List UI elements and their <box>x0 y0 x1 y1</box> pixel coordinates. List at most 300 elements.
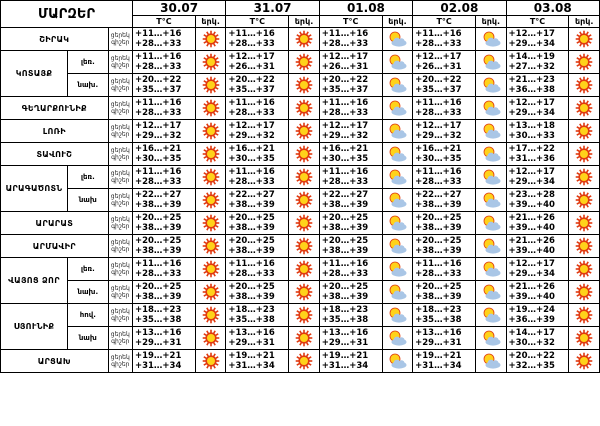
temperature-range: +20…+22 <box>134 75 182 85</box>
temperature-range: +38…+39 <box>228 223 275 233</box>
sun-icon <box>289 304 319 327</box>
temperature-range: +28…+33 <box>321 269 369 279</box>
temperature-cell <box>413 281 476 304</box>
temperature-range: +29…+32 <box>321 131 369 141</box>
temperature-range: +20…+25 <box>228 236 275 246</box>
temperature-range: +39…+40 <box>508 200 555 210</box>
subregion-label: լեռ. <box>68 51 109 74</box>
temperature-range: +35…+37 <box>228 85 275 95</box>
temperature-range: +28…+33 <box>228 108 275 118</box>
temperature-range: +28…+33 <box>134 62 182 72</box>
temperature-range: +28…+33 <box>134 39 182 49</box>
sun-cloud-icon <box>476 120 506 143</box>
sun-cloud-icon <box>382 350 412 373</box>
sun-icon <box>195 143 225 166</box>
time-label-day: ցերեկ <box>110 55 130 62</box>
temperature-range: +28…+33 <box>134 108 182 118</box>
temperature-range: +18…+23 <box>415 305 462 315</box>
temp-col-header: T°C <box>319 16 382 28</box>
temperature-range: +28…+33 <box>321 39 369 49</box>
temperature-range: +16…+21 <box>321 144 369 154</box>
temperature-range: +11…+16 <box>134 167 182 177</box>
temperature-range: +22…+27 <box>228 190 275 200</box>
temp-col-header: T°C <box>132 16 195 28</box>
time-label-day: ցերեկ <box>110 239 130 246</box>
sun-icon <box>195 281 225 304</box>
sun-cloud-icon <box>382 74 412 97</box>
sun-icon <box>195 97 225 120</box>
temperature-cell <box>132 189 195 212</box>
temperature-range: +20…+25 <box>134 236 182 246</box>
region-name: ՏԱՎՈՒՇ <box>1 143 109 166</box>
time-labels <box>108 166 132 189</box>
temperature-range: +11…+16 <box>321 167 369 177</box>
temperature-range: +31…+34 <box>134 361 182 371</box>
sun-icon <box>289 189 319 212</box>
temperature-cell <box>413 304 476 327</box>
temperature-range: +13…+18 <box>508 121 555 131</box>
temperature-range: +28…+33 <box>228 269 275 279</box>
temperature-range: +29…+32 <box>415 131 462 141</box>
temperature-range: +12…+17 <box>228 52 275 62</box>
temperature-cell <box>506 166 569 189</box>
temperature-range: +11…+16 <box>228 167 275 177</box>
temperature-range: +28…+33 <box>134 177 182 187</box>
temperature-range: +28…+33 <box>415 269 462 279</box>
sun-cloud-icon <box>382 327 412 350</box>
temperature-cell <box>132 235 195 258</box>
temperature-range: +29…+34 <box>508 108 555 118</box>
sun-icon <box>195 235 225 258</box>
sun-cloud-icon <box>382 143 412 166</box>
temperature-cell <box>132 97 195 120</box>
temperature-cell <box>506 212 569 235</box>
sun-icon <box>569 143 600 166</box>
temperature-cell <box>226 350 289 373</box>
sun-icon <box>569 74 600 97</box>
sun-cloud-icon <box>476 212 506 235</box>
region-name: ԱՐԱՐԱՏ <box>1 212 109 235</box>
temperature-range: +20…+22 <box>228 75 275 85</box>
temperature-range: +38…+39 <box>321 292 369 302</box>
temperature-range: +14…+17 <box>508 328 555 338</box>
time-label-day: ցերեկ <box>110 285 130 292</box>
sun-icon <box>195 74 225 97</box>
sun-icon <box>289 212 319 235</box>
temperature-cell <box>506 350 569 373</box>
temperature-cell <box>413 74 476 97</box>
temperature-cell <box>506 327 569 350</box>
temperature-range: +26…+31 <box>228 62 275 72</box>
time-labels <box>108 189 132 212</box>
region-name: ԱՐՄԱՎԻՐ <box>1 235 109 258</box>
sun-cloud-icon <box>476 74 506 97</box>
time-labels <box>108 281 132 304</box>
temperature-cell <box>319 166 382 189</box>
temperature-cell <box>226 258 289 281</box>
temperature-range: +29…+32 <box>134 131 182 141</box>
temperature-cell <box>319 143 382 166</box>
region-name: ՇԻՐԱԿ <box>1 28 109 51</box>
sun-icon <box>195 51 225 74</box>
table-row <box>1 97 600 120</box>
temperature-range: +28…+33 <box>321 177 369 187</box>
temperature-range: +12…+17 <box>321 121 369 131</box>
table-row <box>1 28 600 51</box>
temperature-range: +12…+17 <box>228 121 275 131</box>
time-label-night: գիշեր <box>111 131 130 138</box>
time-label-night: գիշեր <box>111 200 130 207</box>
sun-icon <box>569 189 600 212</box>
temperature-range: +38…+39 <box>134 246 182 256</box>
sun-icon <box>289 235 319 258</box>
temperature-range: +28…+33 <box>228 177 275 187</box>
subregion-label: նախ. <box>68 281 109 304</box>
region-name: ԿՈՏԱՅՔ <box>1 51 68 97</box>
temperature-range: +16…+21 <box>228 144 275 154</box>
temperature-range: +11…+16 <box>228 259 275 269</box>
sun-cloud-icon <box>382 258 412 281</box>
time-labels <box>108 327 132 350</box>
temperature-range: +35…+37 <box>134 85 182 95</box>
date-header: 30.07 <box>132 1 225 16</box>
sun-icon <box>195 28 225 51</box>
temperature-cell <box>226 235 289 258</box>
temperature-range: +17…+22 <box>508 144 555 154</box>
temperature-range: +35…+38 <box>228 315 275 325</box>
temperature-range: +11…+16 <box>134 52 182 62</box>
time-labels <box>108 350 132 373</box>
subregion-label: լեռ. <box>68 258 109 281</box>
time-label-day: ցերեկ <box>110 193 130 200</box>
sun-icon <box>289 350 319 373</box>
temperature-cell <box>226 166 289 189</box>
temperature-range: +32…+35 <box>508 361 555 371</box>
temperature-range: +38…+39 <box>228 246 275 256</box>
sun-icon <box>569 166 600 189</box>
temperature-cell <box>319 350 382 373</box>
sun-icon <box>289 258 319 281</box>
sun-icon <box>195 212 225 235</box>
sun-icon <box>569 235 600 258</box>
sky-col-header: երկ. <box>195 16 225 28</box>
temperature-range: +21…+23 <box>508 75 555 85</box>
temperature-range: +30…+35 <box>228 154 275 164</box>
time-label-night: գիշեր <box>111 361 130 368</box>
temperature-cell <box>506 304 569 327</box>
sun-icon <box>195 258 225 281</box>
temperature-range: +38…+39 <box>228 200 275 210</box>
temperature-cell <box>413 166 476 189</box>
sun-cloud-icon <box>382 28 412 51</box>
sun-cloud-icon <box>476 235 506 258</box>
temperature-range: +29…+31 <box>134 338 182 348</box>
time-label-night: գիշեր <box>111 338 130 345</box>
temperature-range: +11…+16 <box>228 29 275 39</box>
temperature-range: +11…+16 <box>321 98 369 108</box>
region-name: ՎԱՅՈՑ ՁՈՐ <box>1 258 68 304</box>
temperature-range: +20…+25 <box>321 236 369 246</box>
temperature-range: +38…+39 <box>134 200 182 210</box>
temperature-range: +12…+17 <box>508 259 555 269</box>
sun-icon <box>289 97 319 120</box>
sun-icon <box>195 166 225 189</box>
temperature-cell <box>226 28 289 51</box>
table-row <box>1 327 600 350</box>
temperature-cell <box>506 120 569 143</box>
temperature-cell <box>413 120 476 143</box>
temperature-range: +16…+21 <box>415 144 462 154</box>
temperature-cell <box>132 327 195 350</box>
temperature-cell <box>132 212 195 235</box>
temperature-cell <box>506 189 569 212</box>
time-label-night: գիշեր <box>111 154 130 161</box>
table-row <box>1 74 600 97</box>
temperature-cell <box>413 327 476 350</box>
date-header: 01.08 <box>319 1 412 16</box>
temperature-cell <box>319 120 382 143</box>
sun-icon <box>289 166 319 189</box>
time-labels <box>108 258 132 281</box>
temperature-range: +20…+25 <box>228 282 275 292</box>
sun-cloud-icon <box>476 258 506 281</box>
sun-icon <box>289 143 319 166</box>
sun-cloud-icon <box>382 235 412 258</box>
temperature-range: +39…+40 <box>508 223 555 233</box>
sun-cloud-icon <box>382 120 412 143</box>
temperature-range: +13…+16 <box>321 328 369 338</box>
sun-icon <box>289 327 319 350</box>
temperature-range: +11…+16 <box>415 167 462 177</box>
temperature-range: +29…+34 <box>508 269 555 279</box>
temperature-range: +18…+23 <box>134 305 182 315</box>
temperature-cell <box>413 189 476 212</box>
region-name: ԼՈՌԻ <box>1 120 109 143</box>
temperature-range: +20…+25 <box>415 236 462 246</box>
sun-icon <box>289 51 319 74</box>
temperature-cell <box>413 51 476 74</box>
temperature-range: +38…+39 <box>321 246 369 256</box>
temperature-cell <box>226 74 289 97</box>
temperature-range: +29…+32 <box>228 131 275 141</box>
temperature-range: +29…+31 <box>321 338 369 348</box>
sun-icon <box>289 28 319 51</box>
time-label-night: գիշեր <box>111 223 130 230</box>
temperature-cell <box>413 258 476 281</box>
temperature-cell <box>132 28 195 51</box>
temperature-range: +18…+23 <box>228 305 275 315</box>
temperature-range: +22…+27 <box>321 190 369 200</box>
temperature-range: +20…+25 <box>228 213 275 223</box>
temperature-cell <box>132 281 195 304</box>
subregion-label: լեռ. <box>68 166 109 189</box>
temperature-range: +16…+21 <box>134 144 182 154</box>
temperature-cell <box>506 143 569 166</box>
temperature-cell <box>506 51 569 74</box>
sky-col-header: երկ. <box>569 16 600 28</box>
sun-icon <box>569 258 600 281</box>
temperature-range: +35…+38 <box>134 315 182 325</box>
temperature-range: +12…+17 <box>508 29 555 39</box>
time-label-night: գիշեր <box>111 108 130 115</box>
time-label-night: գիշեր <box>111 39 130 46</box>
temperature-cell <box>226 51 289 74</box>
temperature-range: +11…+16 <box>134 98 182 108</box>
temperature-cell <box>319 258 382 281</box>
temperature-cell <box>132 166 195 189</box>
temperature-range: +13…+16 <box>134 328 182 338</box>
time-label-day: ցերեկ <box>110 124 130 131</box>
table-row <box>1 212 600 235</box>
time-labels <box>108 304 132 327</box>
temperature-range: +38…+39 <box>415 223 462 233</box>
time-labels <box>108 97 132 120</box>
subregion-label: հով. <box>68 304 109 327</box>
temperature-cell <box>319 281 382 304</box>
temperature-range: +29…+31 <box>228 338 275 348</box>
temperature-cell <box>413 350 476 373</box>
temperature-range: +31…+36 <box>508 154 555 164</box>
temperature-cell <box>506 281 569 304</box>
temperature-cell <box>319 97 382 120</box>
temperature-cell <box>132 304 195 327</box>
temperature-range: +20…+22 <box>508 351 555 361</box>
temperature-cell <box>226 281 289 304</box>
temperature-cell <box>319 74 382 97</box>
temperature-cell <box>226 97 289 120</box>
temperature-range: +30…+32 <box>508 338 555 348</box>
time-label-night: գիշեր <box>111 177 130 184</box>
temperature-range: +28…+33 <box>415 39 462 49</box>
temperature-range: +11…+16 <box>321 29 369 39</box>
table-row <box>1 304 600 327</box>
temperature-range: +12…+17 <box>134 121 182 131</box>
temperature-range: +39…+40 <box>508 246 555 256</box>
sky-col-header: երկ. <box>382 16 412 28</box>
time-labels <box>108 51 132 74</box>
sun-cloud-icon <box>476 189 506 212</box>
temperature-range: +29…+31 <box>415 338 462 348</box>
temperature-cell <box>226 212 289 235</box>
temperature-cell <box>132 258 195 281</box>
temperature-range: +20…+25 <box>321 282 369 292</box>
temperature-range: +30…+35 <box>134 154 182 164</box>
temperature-range: +13…+16 <box>228 328 275 338</box>
sky-col-header: երկ. <box>289 16 319 28</box>
time-label-day: ցերեկ <box>110 354 130 361</box>
table-row <box>1 258 600 281</box>
sun-cloud-icon <box>476 327 506 350</box>
temperature-range: +38…+39 <box>415 200 462 210</box>
time-label-day: ցերեկ <box>110 32 130 39</box>
sun-cloud-icon <box>382 212 412 235</box>
time-label-night: գիշեր <box>111 269 130 276</box>
temperature-cell <box>506 28 569 51</box>
temperature-range: +20…+25 <box>321 213 369 223</box>
temperature-range: +22…+27 <box>415 190 462 200</box>
temperature-cell <box>132 51 195 74</box>
temperature-range: +36…+38 <box>508 85 555 95</box>
temperature-cell <box>506 74 569 97</box>
sun-cloud-icon <box>382 304 412 327</box>
temperature-range: +21…+26 <box>508 213 555 223</box>
date-header: 03.08 <box>506 1 599 16</box>
sun-cloud-icon <box>476 350 506 373</box>
temperature-cell <box>319 189 382 212</box>
time-label-night: գիշեր <box>111 292 130 299</box>
sun-cloud-icon <box>476 281 506 304</box>
temperature-range: +11…+16 <box>321 259 369 269</box>
date-header: 31.07 <box>226 1 319 16</box>
temperature-range: +20…+25 <box>134 282 182 292</box>
subregion-label: նախ <box>68 327 109 350</box>
temperature-cell <box>413 97 476 120</box>
temperature-cell <box>319 28 382 51</box>
sun-icon <box>569 97 600 120</box>
sun-cloud-icon <box>476 143 506 166</box>
temperature-range: +19…+21 <box>134 351 182 361</box>
time-labels <box>108 120 132 143</box>
sun-icon <box>289 281 319 304</box>
time-label-day: ցերեկ <box>110 262 130 269</box>
subregion-label: նախ. <box>68 74 109 97</box>
temperature-cell <box>319 304 382 327</box>
marz-header: ՄԱՐԶԵՐ <box>1 1 133 28</box>
temperature-range: +28…+33 <box>321 108 369 118</box>
temperature-range: +11…+16 <box>228 98 275 108</box>
table-row <box>1 189 600 212</box>
temperature-range: +29…+34 <box>508 39 555 49</box>
table-row <box>1 166 600 189</box>
sun-icon <box>195 350 225 373</box>
temperature-range: +11…+16 <box>415 259 462 269</box>
sun-icon <box>569 327 600 350</box>
temperature-range: +11…+16 <box>134 259 182 269</box>
temperature-cell <box>132 74 195 97</box>
sun-icon <box>569 304 600 327</box>
temperature-range: +36…+39 <box>508 315 555 325</box>
temperature-cell <box>226 143 289 166</box>
temperature-range: +11…+16 <box>415 98 462 108</box>
temperature-cell <box>506 235 569 258</box>
temperature-range: +26…+31 <box>415 62 462 72</box>
temperature-range: +35…+37 <box>321 85 369 95</box>
sun-cloud-icon <box>382 166 412 189</box>
time-labels <box>108 28 132 51</box>
temperature-cell <box>319 235 382 258</box>
sun-icon <box>569 120 600 143</box>
time-label-day: ցերեկ <box>110 147 130 154</box>
temperature-cell <box>413 28 476 51</box>
sky-col-header: երկ. <box>476 16 506 28</box>
temperature-range: +14…+19 <box>508 52 555 62</box>
sun-cloud-icon <box>476 97 506 120</box>
temperature-cell <box>319 212 382 235</box>
temperature-range: +22…+27 <box>134 190 182 200</box>
temperature-cell <box>226 120 289 143</box>
temperature-range: +13…+16 <box>415 328 462 338</box>
sun-icon <box>569 350 600 373</box>
temperature-range: +39…+40 <box>508 292 555 302</box>
temperature-range: +38…+39 <box>134 223 182 233</box>
temperature-range: +12…+17 <box>415 52 462 62</box>
temperature-range: +38…+39 <box>415 246 462 256</box>
temperature-range: +31…+34 <box>228 361 275 371</box>
temperature-range: +11…+16 <box>415 29 462 39</box>
temperature-cell <box>506 258 569 281</box>
time-label-night: գիշեր <box>111 85 130 92</box>
temperature-cell <box>506 97 569 120</box>
